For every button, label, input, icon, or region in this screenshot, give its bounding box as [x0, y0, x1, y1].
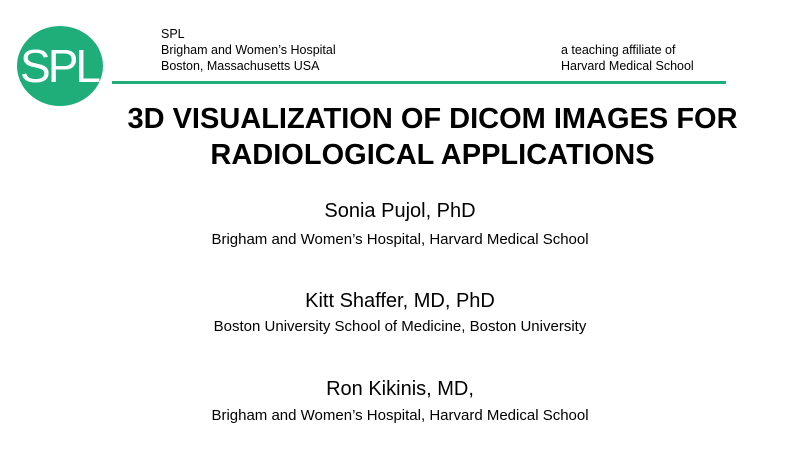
author-name-1: Sonia Pujol, PhD [324, 200, 476, 222]
header-divider [112, 81, 726, 84]
author-name-3: Ron Kikinis, MD, [326, 378, 474, 400]
slide-title-line-1: 3D VISUALIZATION OF DICOM IMAGES FOR [127, 103, 738, 135]
spl-logo-text: SPL [20, 40, 98, 92]
organization-block [161, 26, 336, 74]
affiliate-label: a teaching affiliate of [561, 43, 676, 57]
author-affiliation-3: Brigham and Women’s Hospital, Harvard Medical School [211, 407, 589, 424]
affiliate-school: Harvard Medical School [561, 59, 694, 73]
author-name-2: Kitt Shaffer, MD, PhD [305, 290, 495, 312]
org-name: SPL [161, 27, 185, 41]
affiliate-block [561, 42, 694, 74]
author-affiliation-1: Brigham and Women’s Hospital, Harvard Medical School [211, 231, 589, 248]
author-affiliation-2: Boston University School of Medicine, Boston University [213, 318, 587, 335]
slide-title-line-2: RADIOLOGICAL APPLICATIONS [210, 139, 655, 171]
org-location: Boston, Massachusetts USA [161, 59, 320, 73]
org-hospital: Brigham and Women’s Hospital [161, 43, 336, 57]
slide-title [80, 101, 785, 173]
spl-logo [17, 26, 103, 106]
